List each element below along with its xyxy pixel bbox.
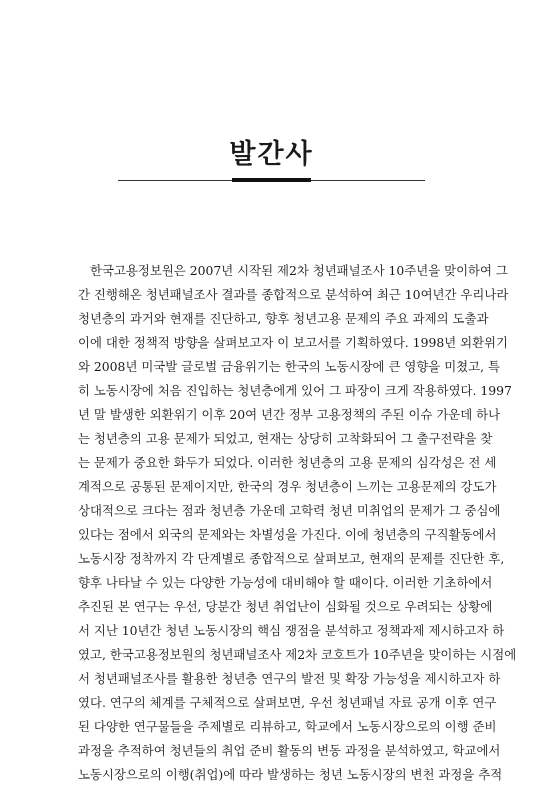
paragraph-line: 있다는 점에서 외국의 문제와는 차별성을 가진다. 이에 청년층의 구직활동에서: [78, 527, 497, 542]
paragraph-line: 상대적으로 크다는 점과 청년층 가운데 고학력 청년 미취업의 문제가 그 중심에: [78, 503, 501, 518]
foreword-paragraph: [78, 259, 517, 787]
paragraph-line: 된 다양한 연구물들을 주제별로 리뷰하고, 학교에서 노동시장으로의 이행 준비: [78, 719, 497, 734]
paragraph-line: 였다. 연구의 체계를 구체적으로 살펴보면, 우선 청년패널 자료 공개 이후 연구: [78, 695, 497, 710]
paragraph-line: 와 2008년 미국발 글로벌 금융위기는 한국의 노동시장에 큰 영향을 미쳤고, 특: [78, 359, 500, 374]
paragraph-line: 서 지난 10년간 청년 노동시장의 핵심 쟁점을 분석하고 정책과제 제시하고자 하: [78, 623, 505, 638]
paragraph-line: 년 말 발생한 외환위기 이후 20여 년간 정부 고용정책의 주된 이슈 가운데 하나: [78, 407, 501, 422]
paragraph-line: 노동시장 정착까지 각 단계별로 종합적으로 살펴보고, 현재의 문제를 진단한 후,: [78, 551, 505, 566]
paragraph-line: 계적으로 공통된 문제이지만, 한국의 경우 청년층이 느끼는 고용문제의 강도가: [78, 479, 497, 494]
page-title: 발간사: [229, 139, 314, 170]
paragraph-line: 는 청년층의 고용 문제가 되었고, 현재는 상당히 고착화되어 그 출구전략을 찾: [78, 431, 493, 446]
paragraph-line: 추진된 본 연구는 우선, 당분간 청년 취업난이 심화될 것으로 우려되는 상황에: [78, 599, 493, 614]
paragraph-line: 이에 대한 정책적 방향을 살펴보고자 이 보고서를 기획하였다. 1998년 외환위기: [78, 335, 508, 350]
paragraph-line: 청년층의 과거와 현재를 진단하고, 향후 청년고용 문제의 주요 과제의 도출과: [78, 311, 489, 326]
paragraph-line: 서 청년패널조사를 활용한 청년층 연구의 발전 및 확장 가능성을 제시하고자 하: [78, 671, 501, 686]
paragraph-line: 노동시장으로의 이행(취업)에 따라 발생하는 청년 노동시장의 변천 과정을 추적: [78, 767, 503, 782]
title-underline-accent: [232, 178, 311, 182]
paragraph-line: 는 문제가 중요한 화두가 되었다. 이러한 청년층의 고용 문제의 심각성은 전 세: [78, 455, 497, 470]
paragraph-line: 간 진행해온 청년패널조사 결과를 종합적으로 분석하여 최근 10여년간 우리나라: [78, 287, 509, 302]
paragraph-line: 과정을 추적하여 청년들의 취업 준비 활동의 변동 과정을 분석하였고, 학교에서: [78, 743, 501, 758]
paragraph-line: 히 노동시장에 처음 진입하는 청년층에게 있어 그 파장이 크게 작용하였다. 1997: [78, 383, 512, 398]
paragraph-line: 였고, 한국고용정보원의 청년패널조사 제2차 코호트가 10주년을 맞이하는 시점에: [78, 647, 517, 662]
paragraph-line: 향후 나타날 수 있는 다양한 가능성에 대비해야 할 때이다. 이러한 기초하에서: [78, 575, 493, 590]
paragraph-line: 한국고용정보원은 2007년 시작된 제2차 청년패널조사 10주년을 맞이하여 그: [90, 263, 508, 278]
